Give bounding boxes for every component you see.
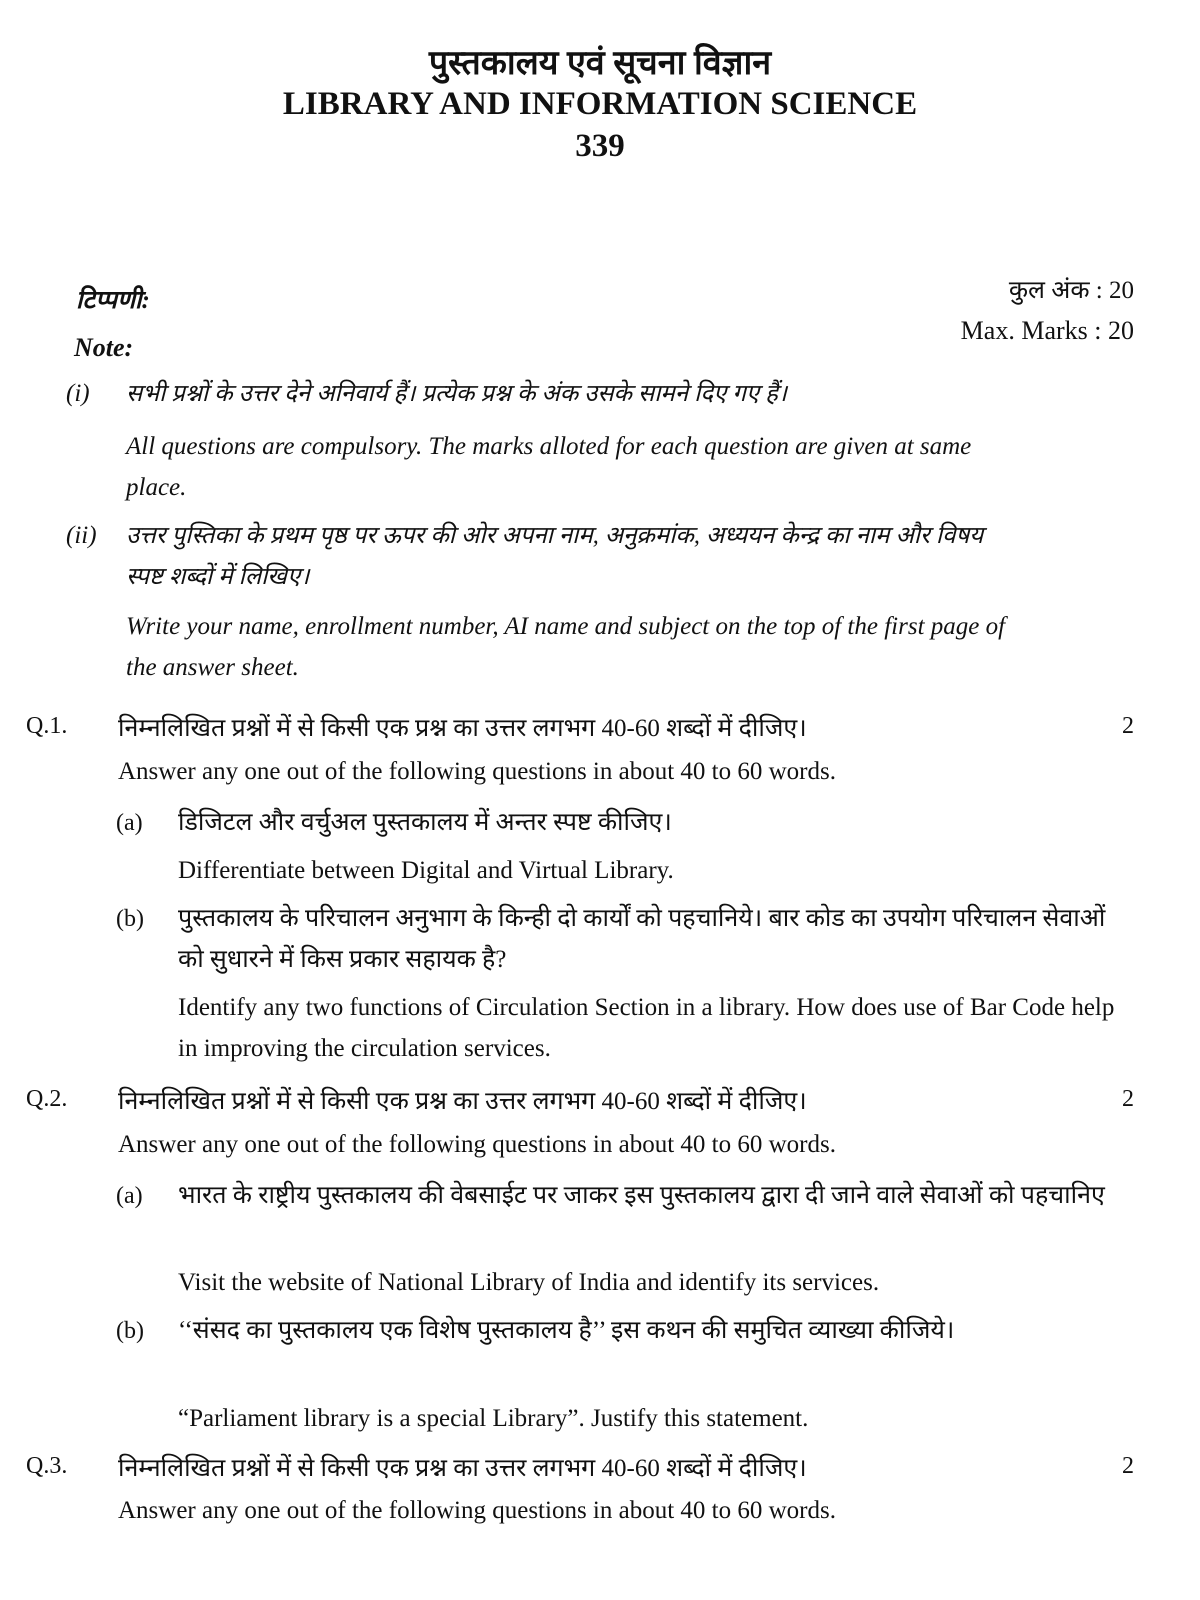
title-english: LIBRARY AND INFORMATION SCIENCE	[282, 86, 918, 122]
question-number: Q.1.	[26, 713, 68, 739]
note-text-english: All questions are compulsory. The marks alloted for each question are given at same place.	[126, 433, 972, 501]
option-text-english: Identify any two functions of Circulation Section in a library. How does use of Bar Code help in improving the circulation services.	[178, 994, 1115, 1062]
note-text-hindi: उत्तर पुस्तिका के प्रथम पृष्ठ पर ऊपर की ओर अपना नाम, अनुक्रमांक, अध्ययन केन्द्र का नाम और विषय स्पष्ट शब्दों में लिखिए।	[126, 523, 984, 590]
note-number: (ii)	[66, 522, 97, 549]
note-number: (i)	[66, 380, 90, 407]
question-text-hindi: निम्नलिखित प्रश्नों में से किसी एक प्रश्न का उत्तर लगभग 40-60 शब्दों में दीजिए।	[118, 1088, 807, 1115]
option-label: (b)	[116, 1318, 144, 1344]
question-text-hindi: निम्नलिखित प्रश्नों में से किसी एक प्रश्न का उत्तर लगभग 40-60 शब्दों में दीजिए।	[118, 715, 807, 742]
question-marks: 2	[1122, 1086, 1134, 1112]
question-marks: 2	[1122, 713, 1134, 739]
option-text-english: Differentiate between Digital and Virtual Library.	[178, 857, 674, 884]
question-text-hindi: निम्नलिखित प्रश्नों में से किसी एक प्रश्न का उत्तर लगभग 40-60 शब्दों में दीजिए।	[118, 1455, 807, 1482]
question-text-english: Answer any one out of the following questions in about 40 to 60 words.	[118, 758, 836, 785]
max-marks-english: Max. Marks : 20	[960, 316, 1134, 345]
option-label: (a)	[116, 810, 143, 836]
option-label: (a)	[116, 1183, 143, 1209]
option-text-hindi: ‘‘संसद का पुस्तकालय एक विशेष पुस्तकालय है’’ इस कथन की समुचित व्याख्या कीजिये।	[178, 1317, 955, 1344]
option-text-english: “Parliament library is a special Library”. Justify this statement.	[178, 1405, 809, 1432]
note-label-english: Note:	[74, 333, 134, 362]
subject-code: 339	[575, 128, 625, 164]
option-text-hindi: पुस्तकालय के परिचालन अनुभाग के किन्ही दो कार्यों को पहचानिये। बार कोड का उपयोग परिचालन सेवाओं को सुधारने में किस प्रकार सहायक है?	[178, 905, 1106, 973]
question-text-english: Answer any one out of the following questions in about 40 to 60 words.	[118, 1497, 836, 1524]
title-hindi: पुस्तकालय एवं सूचना विज्ञान	[428, 45, 772, 82]
option-text-english: Visit the website of National Library of India and identify its services.	[178, 1269, 880, 1296]
note-label-hindi: टिप्पणी:	[76, 287, 150, 314]
option-text-hindi: भारत के राष्ट्रीय पुस्तकालय की वेबसाईट पर जाकर इस पुस्तकालय द्वारा दी जाने वाले सेवाओं को पहचानिए	[178, 1182, 1105, 1209]
note-text-hindi: सभी प्रश्नों के उत्तर देने अनिवार्य हैं। प्रत्येक प्रश्न के अंक उसके सामने दिए गए हैं।	[126, 381, 787, 407]
option-text-hindi: डिजिटल और वर्चुअल पुस्तकालय में अन्तर स्पष्ट कीजिए।	[178, 809, 672, 836]
question-marks: 2	[1122, 1453, 1134, 1479]
note-text-english: Write your name, enrollment number, AI name and subject on the top of the first page of the answer sheet.	[126, 613, 1006, 681]
total-marks-hindi: कुल अंक : 20	[1008, 277, 1134, 304]
question-number: Q.3.	[26, 1453, 68, 1479]
question-text-english: Answer any one out of the following questions in about 40 to 60 words.	[118, 1131, 836, 1158]
option-label: (b)	[116, 906, 144, 932]
question-number: Q.2.	[26, 1086, 68, 1112]
